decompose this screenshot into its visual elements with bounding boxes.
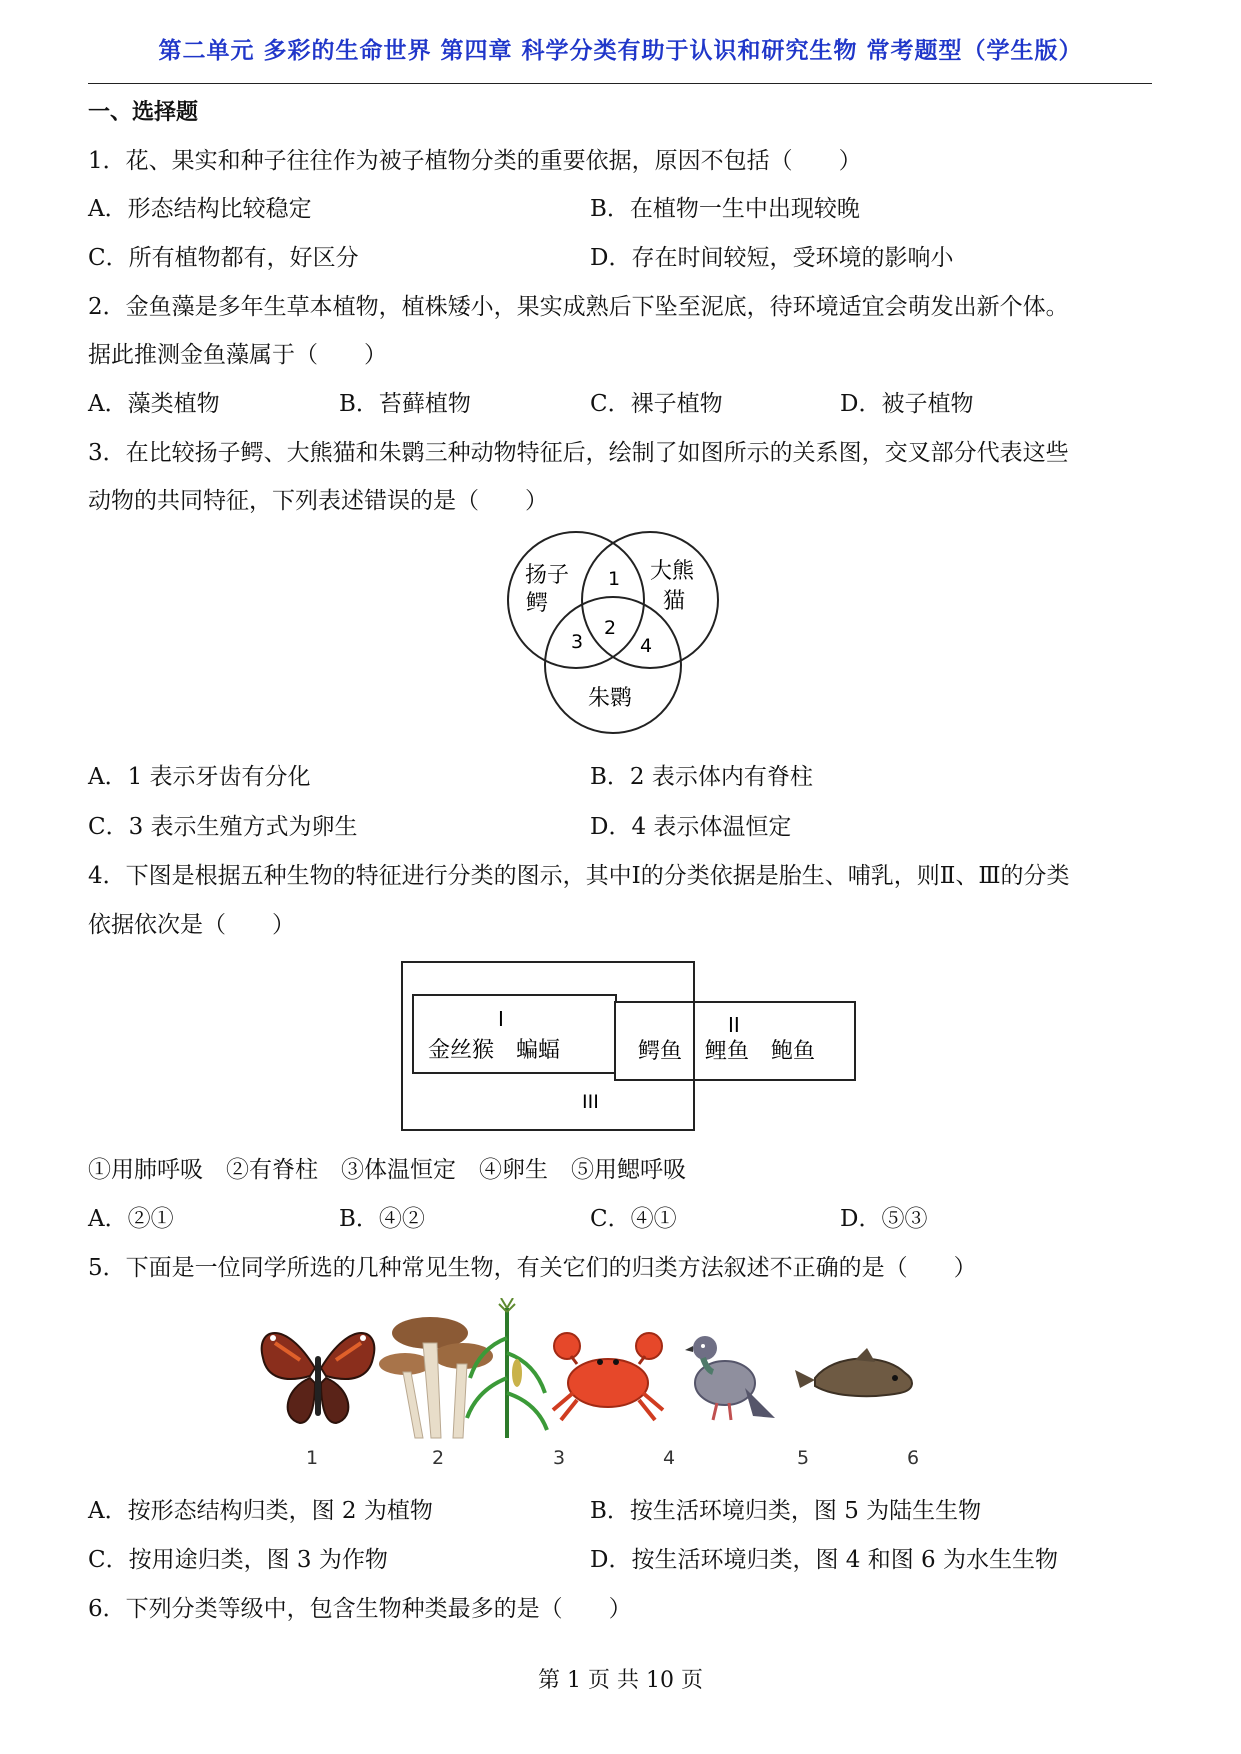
venn-diagram: [500, 530, 740, 745]
q2-option-b: B．苔藓植物: [339, 391, 471, 417]
venn-label-b2: 猫: [663, 589, 686, 614]
organism-pictures: [255, 1298, 995, 1448]
venn-number-2: 2: [604, 617, 617, 639]
butterfly-image: [262, 1333, 375, 1423]
q4-option-c: C．④①: [590, 1206, 677, 1232]
fish-image: [795, 1348, 912, 1396]
q5-option-d: D．按生活环境归类，图 4 和图 6 为水生生物: [590, 1547, 1058, 1573]
q5-option-b: B．按生活环境归类，图 5 为陆生生物: [590, 1498, 982, 1524]
q2-option-d: D．被子植物: [840, 391, 974, 417]
pic-label-3: 3: [553, 1447, 566, 1469]
q5-stem: 5．下面是一位同学所选的几种常见生物，有关它们的归类方法叙述不正确的是（ ）: [88, 1255, 977, 1281]
q1-option-c: C．所有植物都有，好区分: [88, 245, 359, 271]
q3-stem-line1: 3．在比较扬子鳄、大熊猫和朱鹮三种动物特征后，绘制了如图所示的关系图，交叉部分代表这些: [88, 440, 1069, 466]
q4-stem-line2: 依据依次是（ ）: [88, 912, 295, 938]
q6-stem: 6．下列分类等级中，包含生物种类最多的是（ ）: [88, 1596, 632, 1622]
pic-label-6: 6: [907, 1447, 920, 1469]
q4-option-b: B．④②: [339, 1206, 425, 1232]
q4-stem-line1: 4．下图是根据五种生物的特征进行分类的图示，其中Ⅰ的分类依据是胎生、哺乳，则Ⅱ、Ⅲ的分类: [88, 863, 1070, 889]
q4-choices-line: ①用肺呼吸 ②有脊柱 ③体温恒定 ④卵生 ⑤用鳃呼吸: [88, 1157, 686, 1183]
q1-stem: 1．花、果实和种子往往作为被子植物分类的重要依据，原因不包括（ ）: [88, 148, 862, 174]
q4-option-a: A．②①: [88, 1206, 174, 1232]
q3-option-a: A．1 表示牙齿有分化: [88, 764, 311, 790]
q2-option-a: A．藻类植物: [88, 391, 220, 417]
section-title: 一、选择题: [88, 100, 199, 125]
II-members: 鲤鱼 鲍鱼: [705, 1039, 816, 1064]
pic-label-1: 1: [306, 1447, 319, 1469]
q3-option-c: C．3 表示生殖方式为卵生: [88, 814, 358, 840]
pic-label-5: 5: [797, 1447, 810, 1469]
venn-number-3: 3: [571, 631, 584, 653]
q3-option-d: D．4 表示体温恒定: [590, 814, 792, 840]
venn-label-b1: 大熊: [650, 559, 695, 584]
q5-option-a: A．按形态结构归类，图 2 为植物: [88, 1498, 433, 1524]
pic-label-2: 2: [432, 1447, 445, 1469]
q2-stem-line1: 2．金鱼藻是多年生草本植物，植株矮小，果实成熟后下坠至泥底，待环境适宜会萌发出新个体。: [88, 294, 1069, 320]
corn-plant-image: [467, 1298, 547, 1438]
venn-number-1: 1: [608, 568, 621, 590]
pigeon-image: [685, 1336, 775, 1420]
label-III: III: [582, 1091, 599, 1113]
q1-option-a: A．形态结构比较稳定: [88, 196, 312, 222]
venn-label-a2: 鳄: [526, 591, 549, 616]
label-II: II: [728, 1013, 740, 1037]
classification-diagram: [400, 960, 860, 1135]
q2-stem-line2: 据此推测金鱼藻属于（ ）: [88, 342, 387, 368]
q1-option-d: D．存在时间较短，受环境的影响小: [590, 245, 954, 271]
crab-image: [553, 1333, 663, 1420]
q4-option-d: D．⑤③: [840, 1206, 928, 1232]
q2-option-c: C．裸子植物: [590, 391, 723, 417]
mushroom-image: [379, 1317, 493, 1438]
crocodile-label: 鳄鱼: [638, 1039, 683, 1064]
I-members: 金丝猴 蝙蝠: [428, 1038, 561, 1063]
header-rule: [88, 83, 1152, 84]
page-footer: 第 1 页 共 10 页: [538, 1668, 703, 1693]
q5-option-c: C．按用途归类，图 3 为作物: [88, 1547, 388, 1573]
pic-label-4: 4: [663, 1447, 676, 1469]
page-header: 第二单元 多彩的生命世界 第四章 科学分类有助于认识和研究生物 常考题型（学生版）: [158, 37, 1083, 64]
venn-number-4: 4: [640, 635, 653, 657]
q1-option-b: B．在植物一生中出现较晚: [590, 196, 860, 222]
q3-option-b: B．2 表示体内有脊柱: [590, 764, 813, 790]
q3-stem-line2: 动物的共同特征，下列表述错误的是（ ）: [88, 488, 548, 514]
venn-label-a1: 扬子: [525, 563, 570, 588]
venn-label-c: 朱鹮: [588, 686, 633, 711]
label-I: I: [498, 1007, 504, 1031]
